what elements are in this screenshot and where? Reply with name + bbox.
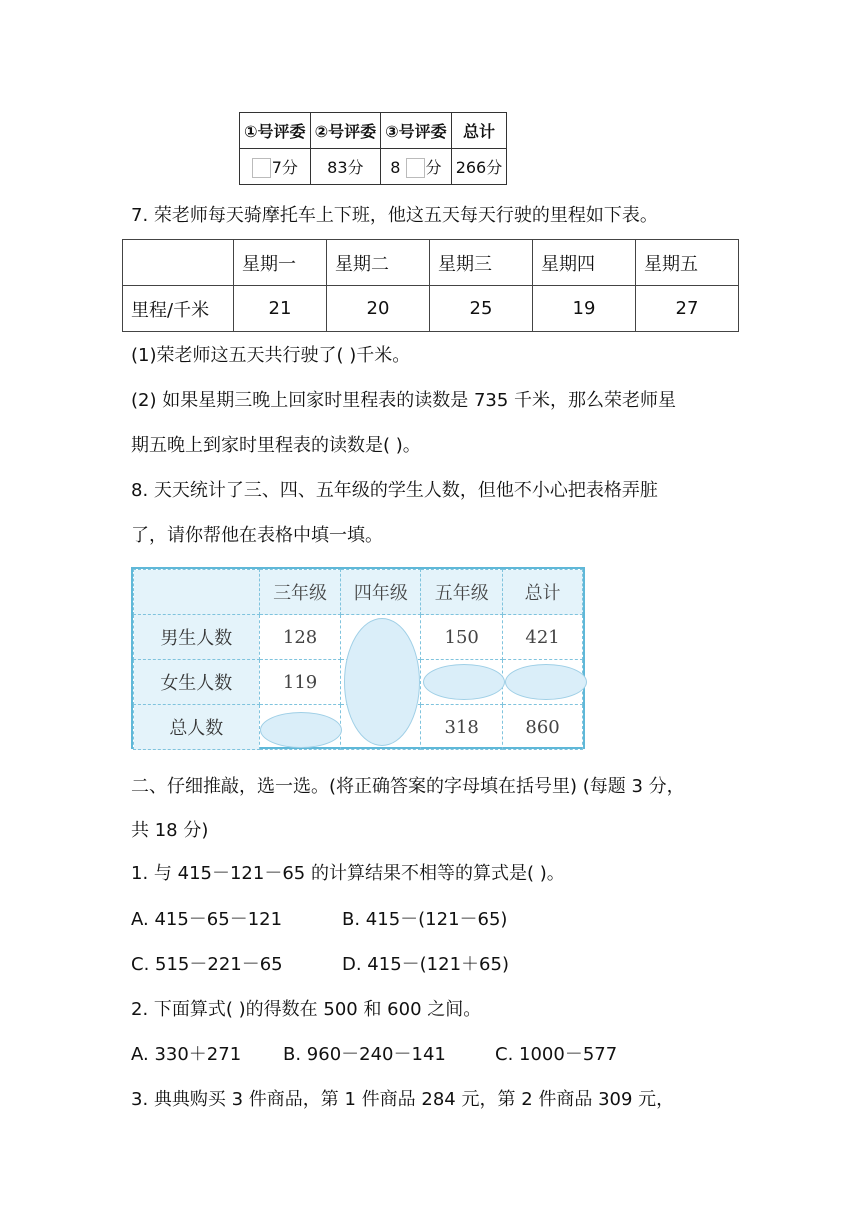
mileage-value: 21 — [234, 286, 327, 332]
mc2-option-b: B. 960－240－141 — [283, 1044, 446, 1065]
judge-2-score: 83分 — [310, 149, 381, 185]
judge-3-score: 8 分 — [381, 149, 452, 185]
mileage-table — [122, 239, 739, 332]
mc2-option-a: A. 330＋271 — [131, 1044, 242, 1065]
students-cell: 128 — [259, 615, 341, 660]
students-header-grade3: 三年级 — [259, 570, 341, 615]
judges-header-total: 总计 — [451, 113, 507, 149]
students-cell: 318 — [421, 705, 503, 750]
judges-total-score: 266分 — [451, 149, 507, 185]
q8-line2: 了，请你帮他在表格中填一填。 — [131, 525, 383, 546]
student-count-table — [131, 567, 585, 749]
mc1-option-a: A. 415－65－121 — [131, 909, 283, 930]
mc1-option-c: C. 515－221－65 — [131, 954, 283, 975]
judge-1-score: 7分 — [240, 149, 311, 185]
students-header-grade5: 五年级 — [421, 570, 503, 615]
q8-line1: 8. 天天统计了三、四、五年级的学生人数，但他不小心把表格弄脏 — [131, 480, 658, 501]
q7-sub1: (1)荣老师这五天共行驶了( )千米。 — [131, 345, 411, 366]
section2-title-line1: 二、仔细推敲，选一选。(将正确答案的字母填在括号里) (每题 3 分， — [131, 776, 685, 797]
mileage-value: 20 — [327, 286, 430, 332]
mileage-header-tue: 星期二 — [327, 240, 430, 286]
mileage-value: 19 — [533, 286, 636, 332]
students-corner-cell — [134, 570, 260, 615]
mileage-header-thu: 星期四 — [533, 240, 636, 286]
judges-score-table — [239, 112, 507, 185]
mc1-option-d: D. 415－(121＋65) — [342, 954, 509, 975]
mileage-corner-cell — [123, 240, 234, 286]
stain-blob — [260, 712, 342, 748]
mc3-stem: 3. 典典购买 3 件商品，第 1 件商品 284 元，第 2 件商品 309 元， — [131, 1089, 675, 1110]
q7-text: 7. 荣老师每天骑摩托车上下班，他这五天每天行驶的里程如下表。 — [131, 205, 658, 226]
mc1-option-b: B. 415－(121－65) — [342, 909, 508, 930]
students-cell: 119 — [259, 660, 341, 705]
mc1-stem: 1. 与 415－121－65 的计算结果不相等的算式是( )。 — [131, 863, 565, 884]
stain-blob — [423, 664, 505, 700]
q7-sub2-line1: (2) 如果星期三晚上回家时里程表的读数是 735 千米，那么荣老师星 — [131, 390, 677, 411]
q7-sub2-line2: 期五晚上到家时里程表的读数是( )。 — [131, 435, 421, 456]
stain-blob — [344, 618, 420, 746]
judges-header-2: ②号评委 — [310, 113, 381, 149]
mileage-header-fri: 星期五 — [636, 240, 739, 286]
mileage-header-mon: 星期一 — [234, 240, 327, 286]
students-row-label-girls: 女生人数 — [134, 660, 260, 705]
students-header-grade4: 四年级 — [341, 570, 421, 615]
students-row-label-boys: 男生人数 — [134, 615, 260, 660]
blank-box — [406, 158, 425, 178]
students-row-label-total: 总人数 — [134, 705, 260, 750]
students-header-total: 总计 — [503, 570, 583, 615]
mc2-option-c: C. 1000－577 — [495, 1044, 618, 1065]
mileage-value: 27 — [636, 286, 739, 332]
students-cell: 150 — [421, 615, 503, 660]
students-cell: 421 — [503, 615, 583, 660]
section2-title-line2: 共 18 分) — [131, 820, 209, 841]
students-cell: 860 — [503, 705, 583, 750]
mileage-header-wed: 星期三 — [430, 240, 533, 286]
blank-box — [252, 158, 271, 178]
mileage-row-label: 里程/千米 — [123, 286, 234, 332]
judges-header-1: ①号评委 — [240, 113, 311, 149]
mileage-value: 25 — [430, 286, 533, 332]
stain-blob — [505, 664, 587, 700]
judges-header-3: ③号评委 — [381, 113, 452, 149]
mc2-stem: 2. 下面算式( )的得数在 500 和 600 之间。 — [131, 999, 482, 1020]
